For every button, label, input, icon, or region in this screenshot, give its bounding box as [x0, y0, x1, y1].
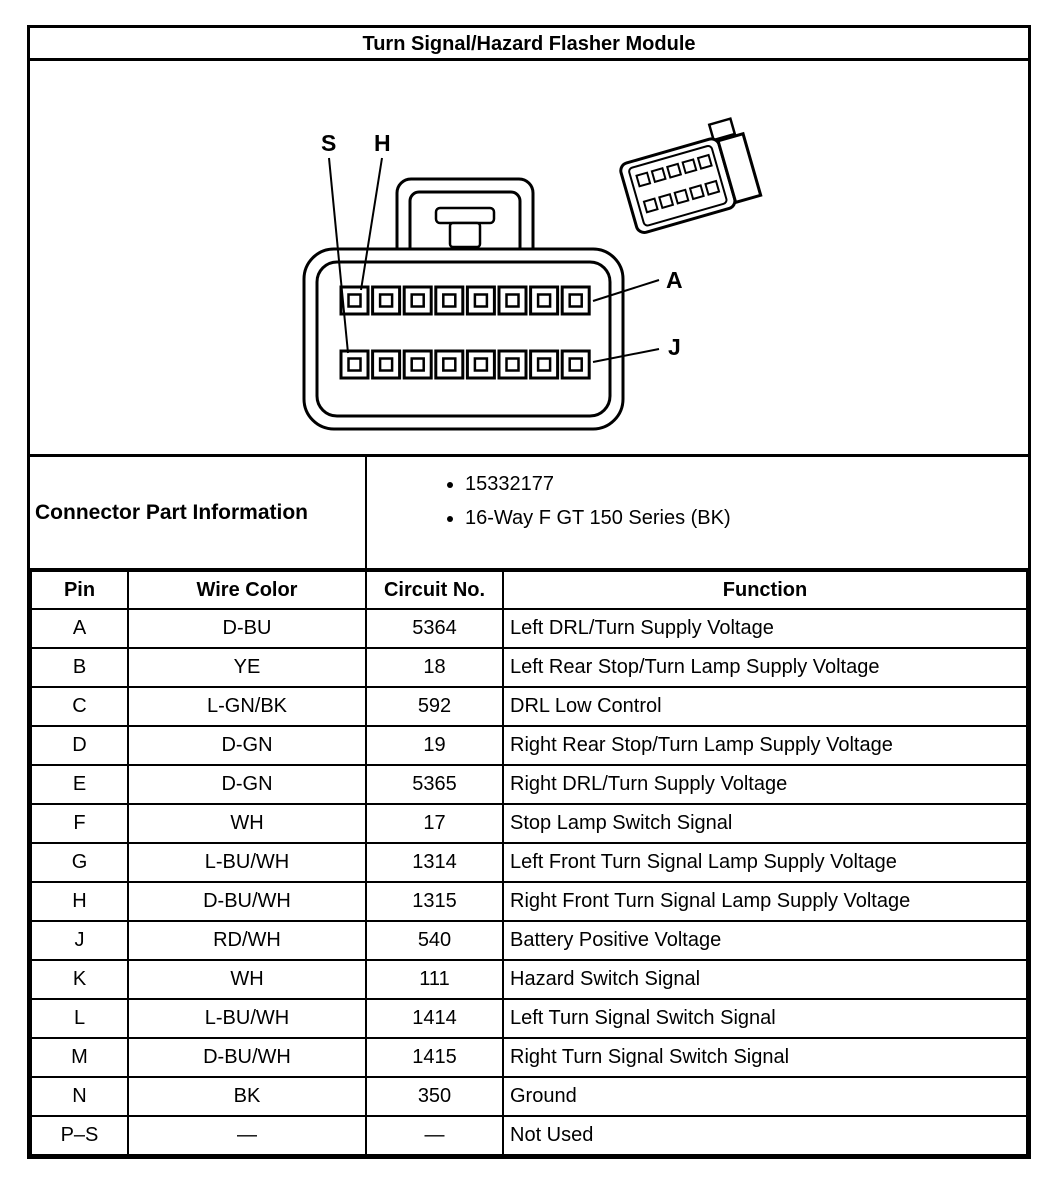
pin-cell: E	[31, 765, 128, 804]
wire-color-cell: D-BU/WH	[128, 1038, 366, 1077]
wire-color-cell: D-GN	[128, 765, 366, 804]
table-row	[31, 843, 1027, 882]
circuit-no-cell: 5364	[366, 609, 503, 648]
circuit-no-cell: 111	[366, 960, 503, 999]
connector-part-info-section	[30, 457, 1028, 570]
wire-color-cell: RD/WH	[128, 921, 366, 960]
pin-cell: B	[31, 648, 128, 687]
pin-cell: N	[31, 1077, 128, 1116]
function-header: Function	[503, 571, 1027, 609]
wire-color-cell: WH	[128, 804, 366, 843]
wire-color-cell: D-BU/WH	[128, 882, 366, 921]
table-row	[31, 960, 1027, 999]
diagram-label-j: J	[668, 334, 681, 360]
pin-cell: K	[31, 960, 128, 999]
table-row	[31, 648, 1027, 687]
function-cell: Right Front Turn Signal Lamp Supply Voltage	[503, 882, 1027, 921]
part-number: • 15332177	[465, 473, 731, 496]
function-cell: Hazard Switch Signal	[503, 960, 1027, 999]
function-cell: Battery Positive Voltage	[503, 921, 1027, 960]
circuit-no-cell: 1314	[366, 843, 503, 882]
pin-cell: A	[31, 609, 128, 648]
wire-color-cell: —	[128, 1116, 366, 1155]
circuit-no-cell: 5365	[366, 765, 503, 804]
connector-face-drawing	[30, 61, 1028, 457]
table-row	[31, 804, 1027, 843]
circuit-no-cell: 18	[366, 648, 503, 687]
table-row	[31, 1116, 1027, 1155]
wire-color-cell: WH	[128, 960, 366, 999]
pin-cell: M	[31, 1038, 128, 1077]
wire-color-cell: L-BU/WH	[128, 843, 366, 882]
table-row	[31, 1077, 1027, 1116]
part-info-list	[367, 473, 731, 568]
wire-color-header: Wire Color	[128, 571, 366, 609]
table-row	[31, 882, 1027, 921]
function-cell: Left DRL/Turn Supply Voltage	[503, 609, 1027, 648]
wire-color-cell: D-GN	[128, 726, 366, 765]
table-row	[31, 687, 1027, 726]
circuit-no-cell: 350	[366, 1077, 503, 1116]
circuit-no-cell: 1415	[366, 1038, 503, 1077]
table-row	[31, 921, 1027, 960]
function-cell: DRL Low Control	[503, 687, 1027, 726]
pin-cell: P–S	[31, 1116, 128, 1155]
pin-cell: J	[31, 921, 128, 960]
diagram-label-h: H	[374, 130, 391, 156]
connector-series: • 16-Way F GT 150 Series (BK)	[465, 507, 731, 530]
table-row	[31, 726, 1027, 765]
table-header-row	[31, 571, 1027, 609]
function-cell: Not Used	[503, 1116, 1027, 1155]
pinout-table	[30, 570, 1028, 1156]
function-cell: Right Rear Stop/Turn Lamp Supply Voltage	[503, 726, 1027, 765]
pin-header: Pin	[31, 571, 128, 609]
circuit-no-cell: —	[366, 1116, 503, 1155]
circuit-no-cell: 17	[366, 804, 503, 843]
wire-color-cell: L-BU/WH	[128, 999, 366, 1038]
table-row	[31, 1038, 1027, 1077]
function-cell: Stop Lamp Switch Signal	[503, 804, 1027, 843]
diagram-label-a: A	[666, 267, 683, 293]
function-cell: Right Turn Signal Switch Signal	[503, 1038, 1027, 1077]
circuit-no-cell: 592	[366, 687, 503, 726]
table-row	[31, 609, 1027, 648]
wire-color-cell: D-BU	[128, 609, 366, 648]
function-cell: Ground	[503, 1077, 1027, 1116]
table-row	[31, 999, 1027, 1038]
function-cell: Right DRL/Turn Supply Voltage	[503, 765, 1027, 804]
page-title: Turn Signal/Hazard Flasher Module	[30, 28, 1028, 61]
wire-color-cell: BK	[128, 1077, 366, 1116]
pin-cell: D	[31, 726, 128, 765]
connector-info-sheet	[27, 25, 1031, 1159]
circuit-no-header: Circuit No.	[366, 571, 503, 609]
circuit-no-cell: 1414	[366, 999, 503, 1038]
pin-cell: C	[31, 687, 128, 726]
pin-cell: G	[31, 843, 128, 882]
function-cell: Left Front Turn Signal Lamp Supply Voltage	[503, 843, 1027, 882]
part-info-label: Connector Part Information	[30, 457, 367, 568]
connector-body	[304, 249, 623, 429]
wire-color-cell: L-GN/BK	[128, 687, 366, 726]
pin-cell: H	[31, 882, 128, 921]
table-row	[31, 765, 1027, 804]
diagram-label-s: S	[321, 130, 337, 156]
wire-color-cell: YE	[128, 648, 366, 687]
circuit-no-cell: 19	[366, 726, 503, 765]
circuit-no-cell: 1315	[366, 882, 503, 921]
function-cell: Left Turn Signal Switch Signal	[503, 999, 1027, 1038]
function-cell: Left Rear Stop/Turn Lamp Supply Voltage	[503, 648, 1027, 687]
circuit-no-cell: 540	[366, 921, 503, 960]
pin-cell: F	[31, 804, 128, 843]
connector-diagram	[30, 61, 1028, 457]
pin-cell: L	[31, 999, 128, 1038]
connector-isometric-view	[615, 116, 762, 234]
